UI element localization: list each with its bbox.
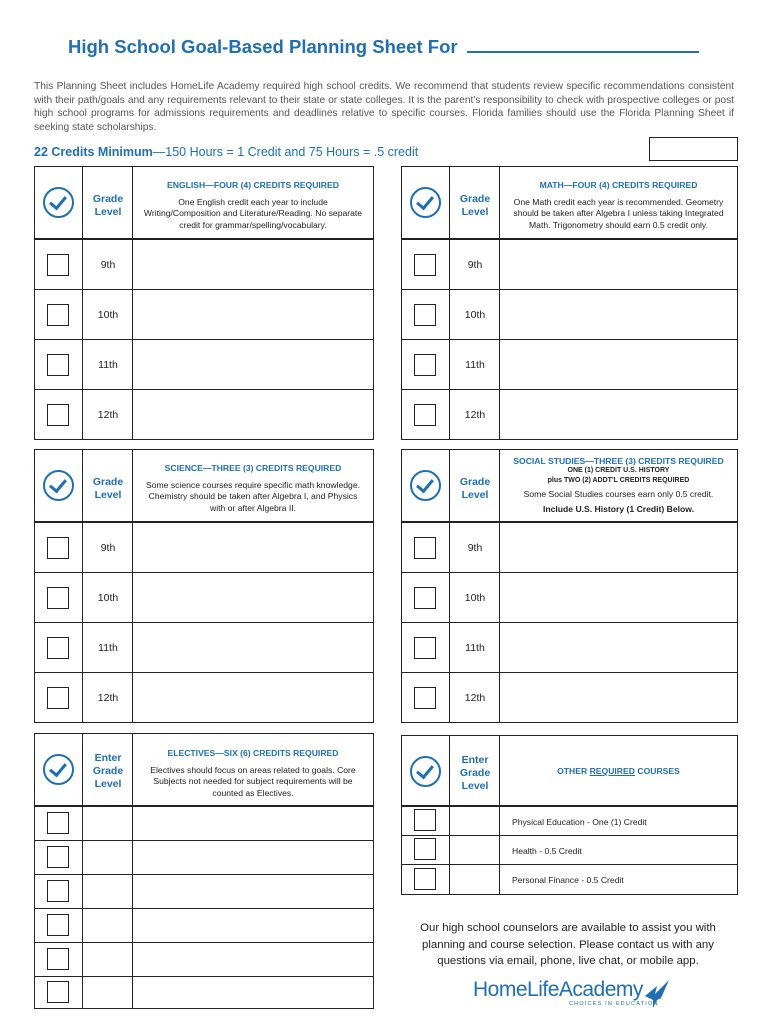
english-section (34, 166, 374, 440)
enter-grade-level-header: Enter Grade Level (459, 754, 491, 792)
grade-level-header: Grade Level (92, 193, 124, 218)
checkbox[interactable] (47, 637, 69, 659)
checkbox[interactable] (47, 254, 69, 276)
grade-row-10: 10th (402, 289, 737, 339)
grade-level-header: Grade Level (459, 476, 491, 501)
checkbox[interactable] (414, 687, 436, 709)
name-blank-line[interactable] (467, 37, 699, 53)
checkbox[interactable] (47, 948, 69, 970)
grade-row-11: 11th (402, 622, 737, 672)
check-circle-icon (43, 470, 74, 501)
grade-row-9: 9th (402, 522, 737, 572)
section-title: ELECTIVES—SIX (6) CREDITS REQUIRED (167, 748, 339, 758)
checkbox[interactable] (47, 846, 69, 868)
elective-row (35, 840, 373, 874)
other-course-row: Personal Finance - 0.5 Credit (402, 864, 737, 894)
section-subtitle-2: plus TWO (2) ADDT'L CREDITS REQUIRED (547, 477, 690, 484)
checkbox[interactable] (47, 537, 69, 559)
total-credits-box[interactable] (649, 137, 738, 161)
checkbox[interactable] (47, 880, 69, 902)
check-circle-icon (410, 470, 441, 501)
checkbox[interactable] (414, 809, 436, 831)
other-course-row: Physical Education - One (1) Credit (402, 806, 737, 835)
section-note: Include U.S. History (1 Credit) Below. (542, 504, 695, 514)
elective-row (35, 874, 373, 908)
checkbox[interactable] (414, 404, 436, 426)
checkbox[interactable] (47, 354, 69, 376)
section-title: ENGLISH—FOUR (4) CREDITS REQUIRED (167, 180, 339, 190)
enter-grade-level-header: Enter Grade Level (92, 752, 124, 790)
check-circle-icon (410, 756, 441, 787)
check-circle-icon (410, 187, 441, 218)
checkbox[interactable] (414, 304, 436, 326)
elective-row (35, 942, 373, 976)
counselor-note: Our high school counselors are available to assist you with planning and course selection. Please contact us with any questions via email, phone, live chat, or mobile app. (420, 922, 716, 967)
credits-summary (34, 145, 418, 159)
grade-row-10: 10th (402, 572, 737, 622)
page-title: High School Goal-Based Planning Sheet For (68, 36, 699, 58)
math-section (401, 166, 738, 440)
checkbox[interactable] (414, 587, 436, 609)
section-subtitle-1: ONE (1) CREDIT U.S. HISTORY (567, 467, 670, 474)
grade-level-header: Grade Level (92, 476, 124, 501)
logo-wordmark: HomeLifeAcademy (473, 978, 643, 1001)
checkbox[interactable] (47, 812, 69, 834)
grade-row-12: 12th (402, 389, 737, 439)
logo-tagline: CHOICES IN EDUCATION (569, 1001, 659, 1007)
checkbox[interactable] (414, 868, 436, 890)
grade-row-12: 12th (35, 389, 373, 439)
section-title: SOCIAL STUDIES—THREE (3) CREDITS REQUIRED (513, 456, 724, 466)
grade-level-header: Grade Level (459, 193, 491, 218)
checkbox[interactable] (47, 981, 69, 1003)
homelife-academy-logo (473, 978, 673, 1014)
section-description: Electives should focus on areas related to goals. Core Subjects not needed for subject requirements will be counted as Electives. (150, 764, 356, 798)
checkbox[interactable] (414, 637, 436, 659)
other-course-row: Health - 0.5 Credit (402, 835, 737, 864)
grade-row-10: 10th (35, 572, 373, 622)
credits-minimum: 22 Credits Minimum (34, 145, 153, 159)
checkbox[interactable] (414, 354, 436, 376)
checkbox[interactable] (47, 587, 69, 609)
checkbox[interactable] (47, 687, 69, 709)
checkbox[interactable] (414, 838, 436, 860)
checkbox[interactable] (414, 537, 436, 559)
grade-row-11: 11th (35, 622, 373, 672)
grade-row-11: 11th (35, 339, 373, 389)
grade-row-12: 12th (402, 672, 737, 722)
section-description: One Math credit each year is recommended. Geometry should be taken after Algebra I unless taking Integrated Math. Trigonometry should earn 0.5 credit only. (513, 196, 724, 230)
section-title: OTHER REQUIRED COURSES (557, 766, 680, 776)
bird-icon (643, 978, 673, 1010)
section-description: Some science courses require specific math knowledge. Chemistry should be taken after Algebra I, and Physics with or after Algebra II. (146, 479, 360, 513)
grade-row-9: 9th (402, 239, 737, 289)
social-studies-section (401, 449, 738, 723)
check-circle-icon (43, 187, 74, 218)
grade-row-9: 9th (35, 522, 373, 572)
grade-row-10: 10th (35, 289, 373, 339)
checkbox[interactable] (47, 304, 69, 326)
check-circle-icon (43, 754, 74, 785)
checkbox[interactable] (414, 254, 436, 276)
other-required-section (401, 735, 738, 895)
elective-row (35, 806, 373, 840)
section-description: Some Social Studies courses earn only 0.5 credit. (523, 489, 714, 499)
checkbox[interactable] (47, 404, 69, 426)
grade-row-11: 11th (402, 339, 737, 389)
grade-row-12: 12th (35, 672, 373, 722)
elective-row (35, 908, 373, 942)
section-title: SCIENCE—THREE (3) CREDITS REQUIRED (164, 463, 342, 473)
checkbox[interactable] (47, 914, 69, 936)
science-section (34, 449, 374, 723)
section-description: One English credit each year to include Writing/Composition and Literature/Reading. No separate credit for grammar/spelling/vocabulary. (143, 196, 363, 230)
section-title: MATH—FOUR (4) CREDITS REQUIRED (539, 180, 698, 190)
electives-section (34, 733, 374, 1009)
credits-hours: —150 Hours = 1 Credit and 75 Hours = .5 credit (152, 145, 419, 159)
intro-paragraph: This Planning Sheet includes HomeLife Academy required high school credits. We recommend that students review specific recommendations consistent with their path/goals and any requirements relevant to their state or state colleges. It is the parent's responsibility to check with prospective colleges or post high school programs for admissions requirements and deadlines relative to specific courses. Florida families should use the Florida Planning Sheet if seeking state scholarships. (34, 81, 734, 133)
elective-row (35, 976, 373, 1008)
grade-row-9: 9th (35, 239, 373, 289)
